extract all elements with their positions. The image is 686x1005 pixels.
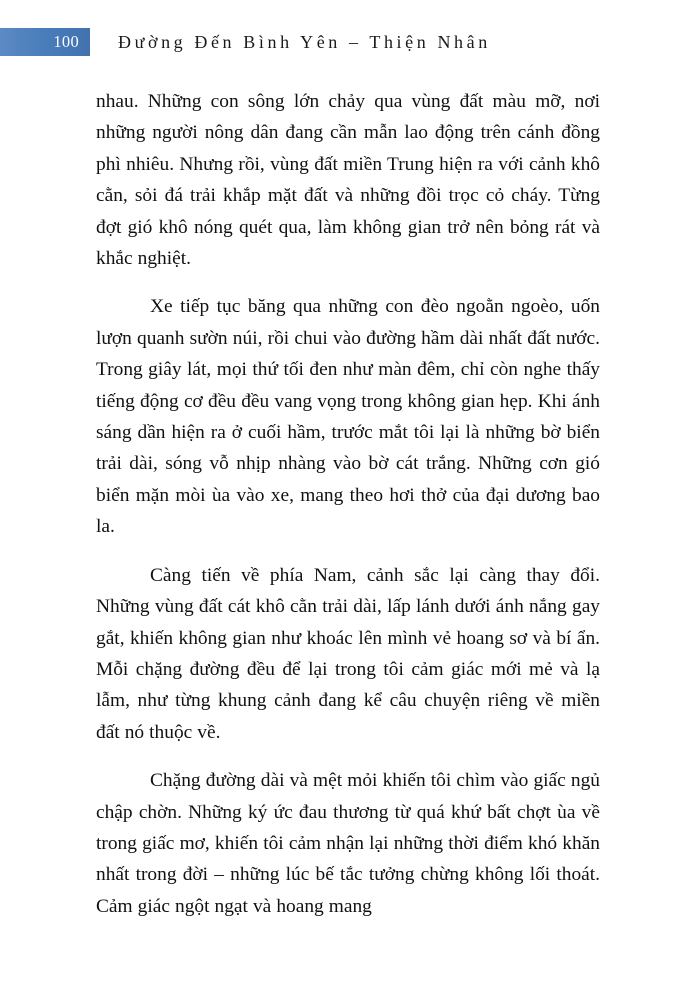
page-number: 100	[53, 31, 79, 51]
paragraph: Xe tiếp tục băng qua những con đèo ngoằn ngoèo, uốn lượn quanh sườn núi, rồi chui vào đường hầm dài nhất đất nước. Trong giây lát, mọi thứ tối đen như màn đêm, chỉ còn nghe thấy tiếng động cơ đều đều vang vọng trong không gian hẹp. Khi ánh sáng dần hiện ra ở cuối hầm, trước mắt tôi lại là những bờ biển trải dài, sóng vỗ nhịp nhàng vào bờ cát trắng. Những cơn gió biển mặn mòi ùa vào xe, mang theo hơi thở của đại dương bao la.	[96, 296, 600, 538]
body-text-column	[96, 86, 600, 922]
paragraph: Chặng đường dài và mệt mỏi khiến tôi chìm vào giấc ngủ chập chờn. Những ký ức đau thương từ quá khứ bất chợt ùa về trong giấc mơ, khiến tôi cảm nhận lại những thời điểm khó khăn nhất trong đời – những lúc bế tắc tưởng chừng không lối thoát. Cảm giác ngột ngạt và hoang mang	[96, 770, 600, 917]
running-header	[0, 28, 686, 58]
book-title-header: Đường Đến Bình Yên – Thiện Nhân	[118, 32, 491, 52]
page-number-badge	[0, 28, 90, 56]
paragraph: nhau. Những con sông lớn chảy qua vùng đất màu mỡ, nơi những người nông dân đang cần mẫn lao động trên cánh đồng phì nhiêu. Nhưng rồi, vùng đất miền Trung hiện ra với cảnh khô cằn, sỏi đá trải khắp mặt đất và những đồi trọc cỏ cháy. Từng đợt gió khô nóng quét qua, làm không gian trở nên bỏng rát và khắc nghiệt.	[96, 91, 600, 270]
paragraph: Càng tiến về phía Nam, cảnh sắc lại càng thay đổi. Những vùng đất cát khô cằn trải dài, lấp lánh dưới ánh nắng gay gắt, khiến không gian như khoác lên mình vẻ hoang sơ và bí ẩn. Mỗi chặng đường đều để lại trong tôi cảm giác mới mẻ và lạ lẫm, như từng khung cảnh đang kể câu chuyện riêng về miền đất nó thuộc về.	[96, 564, 600, 743]
